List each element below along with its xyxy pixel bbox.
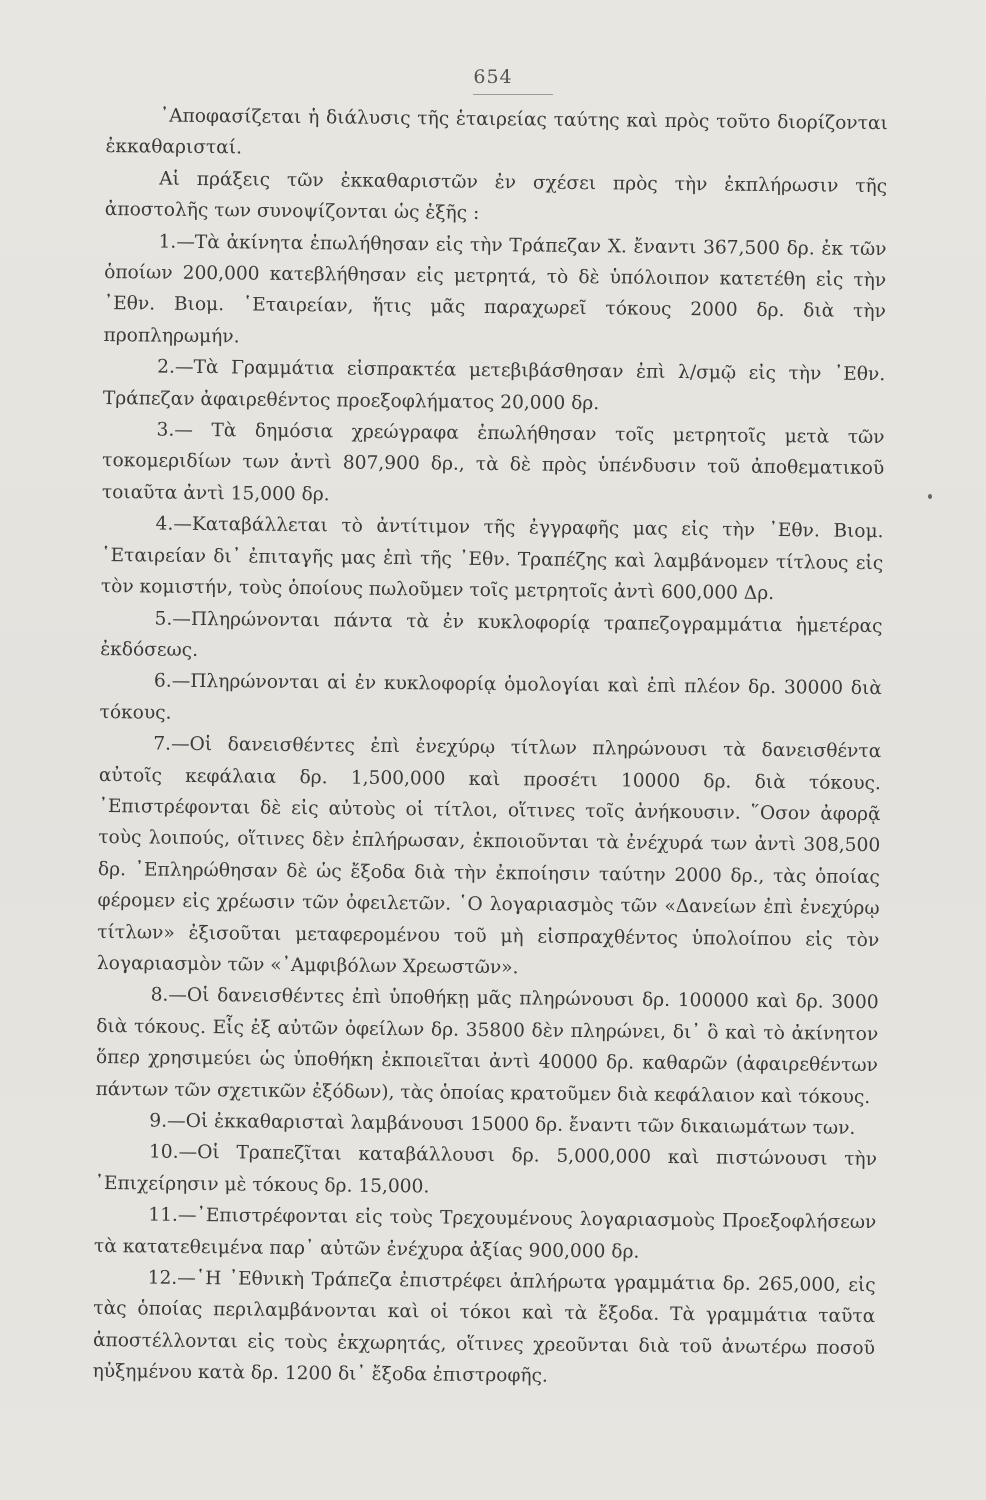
paragraph-item-3: 3.— Τὰ δημόσια χρεώγραφα ἐπωλήθησαν τοῖς μετρητοῖς μετὰ τῶν τοκομεριδίων των ἀντὶ 807,900 δρ., τὰ δὲ πρὸς ὑπένδυσιν τοῦ ἀποθεματικοῦ τοιαῦτα ἀντὶ 15,000 δρ. — [101, 419, 885, 506]
paragraph-intro: ᾿Αποφασίζεται ἡ διάλυσις τῆς ἑταιρείας ταύτης καὶ πρὸς τοῦτο διορίζονται ἐκκαθαρισταί. — [105, 105, 888, 159]
paragraph-item-7: 7.—Οἱ δανεισθέντες ἐπὶ ἐνεχύρῳ τίτλων πληρώνουσι τὰ δανεισθέντα αὐτοῖς κεφάλαια δρ. 1,500,000 καὶ προσέτι 10000 δρ. διὰ τόκους. ᾿Επιστρέφονται δὲ εἰς αὐτοὺς οἱ τίτλοι, οἵτινες τοῖς ἀνήκουσιν. ῞Οσον ἀφορᾷ τοὺς λοιπούς, οἵτινες δὲν ἐπλήρωσαν, ἐκποιοῦνται τὰ ἐνέχυρά των ἀντὶ 308,500 δρ. ᾿Επληρώθησαν δὲ ὡς ἔξοδα διὰ τὴν ἐκποίησιν ταύτην 2000 δρ., τὰς ὁποίας φέρομεν εἰς χρέωσιν τῶν ὀφειλετῶν. ῾Ο λογαριασμὸς τῶν «Δανείων ἐπὶ ἐνεχύρῳ τίτλων» ἐξισοῦται μεταφερομένου τοῦ μὴ εἰσπραχθέντος ὑπολοίπου εἰς τὸν λογαριασμὸν τῶν «᾿Αμφιβόλων Χρεωστῶν». — [96, 733, 882, 979]
paragraph-item-12: 12.—῾Η ᾿Εθνικὴ Τράπεζα ἐπιστρέφει ἀπλήρωτα γραμμάτια δρ. 265,000, εἰς τὰς ὁποίας περιλαμβάνονται καὶ οἱ τόκοι καὶ τὰ ἔξοδα. Τὰ γραμμάτια ταῦτα ἀποστέλλονται εἰς τοὺς ἐκχωρητάς, οἵτινες χρεοῦνται διὰ τοῦ ἀνωτέρω ποσοῦ ηὐξημένου κατὰ δρ. 1200 δι᾿ ἔξοδα ἐπιστροφῆς. — [92, 1267, 876, 1387]
paragraph-item-4: 4.—Καταβάλλεται τὸ ἀντίτιμον τῆς ἐγγραφῆς μας εἰς τὴν ᾿Εθν. Βιομ. ῾Εταιρείαν δι᾿ ἐπιταγῆς μας ἐπὶ τῆς ᾿Εθν. Τραπέζης καὶ λαμβάνομεν τίτλους εἰς τὸν κομιστήν, τοὺς ὁποίους πωλοῦμεν τοῖς μετρητοῖς ἀντὶ 600,000 Δρ. — [100, 513, 884, 605]
stray-ink-mark — [928, 494, 932, 499]
paragraph-item-1: 1.—Τὰ ἀκίνητα ἐπωλήθησαν εἰς τὴν Τράπεζαν Χ. ἔναντι 367,500 δρ. ἐκ τῶν ὁποίων 200,000 κατεβλήθησαν εἰς μετρητά, τὸ δὲ ὑπόλοιπον κατετέθη εἰς τὴν ᾿Εθν. Βιομ. ῾Εταιρείαν, ἥτις μᾶς παραχωρεῖ τόκους 2000 δρ. διὰ τὴν προπληρωμήν. — [103, 231, 887, 348]
paragraph-item-11: 11.—᾿Επιστρέφονται εἰς τοὺς Τρεχουμένους λογαριασμοὺς Προεξοφλήσεων τὰ κατατεθειμένα παρ᾿ αὐτῶν ἐνέχυρα ἀξίας 900,000 δρ. — [93, 1204, 877, 1263]
paragraph-item-6: 6.—Πληρώνονται αἱ ἐν κυκλοφορίᾳ ὁμολογίαι καὶ ἐπὶ πλέον δρ. 30000 διὰ τόκους. — [99, 670, 882, 724]
body-text — [93, 100, 888, 1396]
paragraph-item-2: 2.—Τὰ Γραμμάτια εἰσπρακτέα μετεβιβάσθησαν ἐπὶ λ/σμῷ εἰς τὴν ᾿Εθν. Τράπεζαν ἀφαιρεθέντος προεξοφλήματος 20,000 δρ. — [102, 356, 886, 414]
page-number: 654 — [473, 66, 513, 88]
paragraph-item-10: 10.—Οἱ Τραπεζῖται καταβάλλουσι δρ. 5,000,000 καὶ πιστώνουσι τὴν ᾿Επιχείρησιν μὲ τόκους δρ. 15,000. — [94, 1141, 878, 1198]
paragraph-item-9: 9.—Οἱ ἐκκαθαρισταὶ λαμβάνουσι 15000 δρ. ἔναντι τῶν δικαιωμάτων των. — [149, 1110, 856, 1139]
page-number-rule — [473, 94, 553, 95]
paragraph-summary: Αἱ πράξεις τῶν ἐκκαθαριστῶν ἐν σχέσει πρὸς τὴν ἐκπλήρωσιν τῆς ἀποστολῆς των συνοψίζονται ὡς ἑξῆς : — [104, 168, 888, 225]
paragraph-item-8: 8.—Οἱ δανεισθέντες ἐπὶ ὑποθήκῃ μᾶς πληρώνουσι δρ. 100000 καὶ δρ. 3000 διὰ τόκους. Εἷς ἐξ αὐτῶν ὀφείλων δρ. 35800 δὲν πληρώνει, δι᾿ ὃ καὶ τὸ ἀκίνητον ὅπερ χρησιμεύει ὡς ὑποθήκη ἐκποιεῖται ἀντὶ 40000 δρ. καθαρῶν (ἀφαιρεθέντων πάντων τῶν σχετικῶν ἐξόδων), τὰς ὁποίας κρατοῦμεν διὰ κεφάλαιον καὶ τόκους. — [95, 984, 879, 1108]
paragraph-item-5: 5.—Πληρώνονται πάντα τὰ ἐν κυκλοφορίᾳ τραπεζογραμμάτια ἡμετέρας ἐκδόσεως. — [100, 608, 883, 661]
